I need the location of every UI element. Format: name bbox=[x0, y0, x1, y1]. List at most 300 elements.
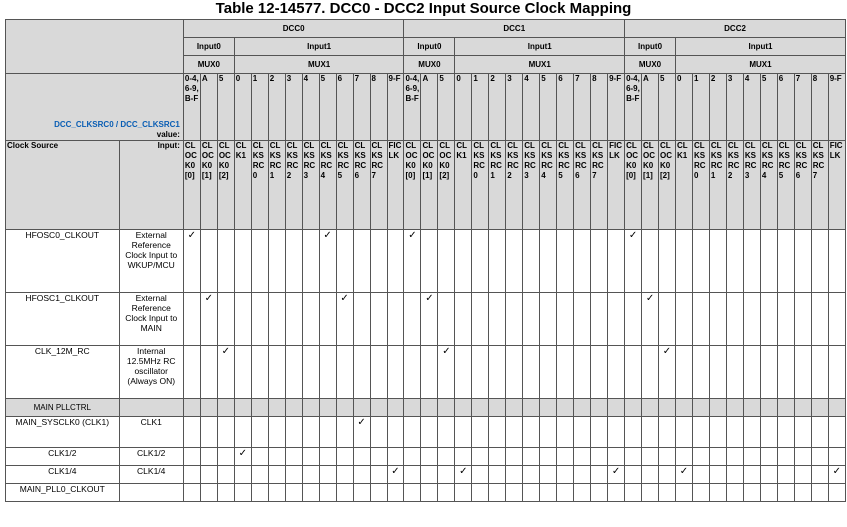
mapping-cell bbox=[251, 466, 268, 484]
mux1-header: MUX1 bbox=[234, 56, 404, 74]
mapping-cell bbox=[404, 230, 421, 293]
mapping-cell bbox=[268, 346, 285, 399]
input-source-cell: CLKSRC4 bbox=[319, 141, 336, 230]
mapping-cell bbox=[794, 399, 811, 417]
mapping-cell bbox=[523, 230, 540, 293]
mapping-cell bbox=[455, 417, 472, 448]
mapping-cell bbox=[794, 293, 811, 346]
register-value-cell: 2 bbox=[268, 74, 285, 141]
mapping-cell bbox=[404, 448, 421, 466]
table-row bbox=[6, 484, 846, 502]
mapping-cell bbox=[217, 484, 234, 502]
register-value-cell: 4 bbox=[743, 74, 760, 141]
mapping-cell bbox=[608, 230, 625, 293]
mapping-cell bbox=[743, 466, 760, 484]
register-value-cell: 7 bbox=[794, 74, 811, 141]
mapping-cell bbox=[472, 399, 489, 417]
mapping-cell bbox=[794, 466, 811, 484]
mapping-cell bbox=[557, 230, 574, 293]
mapping-cell bbox=[777, 484, 794, 502]
mapping-cell bbox=[557, 346, 574, 399]
mapping-cell bbox=[404, 466, 421, 484]
mapping-cell bbox=[659, 448, 676, 466]
input-source-cell: CLKSRC3 bbox=[743, 141, 760, 230]
mapping-cell bbox=[302, 417, 319, 448]
mapping-cell bbox=[794, 346, 811, 399]
mapping-cell bbox=[760, 466, 777, 484]
corner-header-cell bbox=[6, 20, 184, 74]
check-mark-icon: ✓ bbox=[204, 293, 214, 304]
mapping-cell bbox=[455, 484, 472, 502]
mapping-cell bbox=[455, 448, 472, 466]
mapping-cell bbox=[268, 484, 285, 502]
mapping-cell bbox=[760, 230, 777, 293]
input-source-cell: CLKSRC2 bbox=[285, 141, 302, 230]
mapping-cell bbox=[183, 346, 200, 399]
mapping-cell bbox=[455, 346, 472, 399]
mapping-cell bbox=[404, 399, 421, 417]
input-source-cell: CLKSRC7 bbox=[591, 141, 608, 230]
mapping-cell bbox=[183, 448, 200, 466]
register-value-cell: 5 bbox=[540, 74, 557, 141]
mapping-cell bbox=[319, 293, 336, 346]
mapping-cell bbox=[387, 230, 404, 293]
check-mark-icon: ✓ bbox=[408, 230, 417, 241]
mapping-cell bbox=[675, 230, 692, 293]
mapping-cell bbox=[743, 293, 760, 346]
mapping-cell bbox=[692, 484, 709, 502]
mapping-cell bbox=[726, 293, 743, 346]
mapping-cell bbox=[183, 230, 200, 293]
mapping-cell bbox=[183, 417, 200, 448]
mapping-cell bbox=[760, 346, 777, 399]
mapping-cell bbox=[642, 417, 659, 448]
mapping-cell bbox=[268, 448, 285, 466]
mapping-cell bbox=[489, 484, 506, 502]
mapping-cell bbox=[455, 293, 472, 346]
mapping-cell bbox=[353, 293, 370, 346]
mapping-cell bbox=[726, 466, 743, 484]
mapping-cell bbox=[692, 346, 709, 399]
mapping-cell bbox=[421, 230, 438, 293]
register-value-cell: A bbox=[421, 74, 438, 141]
register-value-cell: 5 bbox=[217, 74, 234, 141]
mapping-cell bbox=[506, 230, 523, 293]
register-value-cell: 8 bbox=[370, 74, 387, 141]
mapping-cell bbox=[183, 466, 200, 484]
mapping-cell bbox=[523, 466, 540, 484]
mapping-cell bbox=[794, 448, 811, 466]
check-mark-icon: ✓ bbox=[442, 346, 451, 357]
input-source-cell: CLOCK0[2] bbox=[438, 141, 455, 230]
mapping-cell bbox=[234, 399, 251, 417]
mapping-cell bbox=[777, 448, 794, 466]
input-source-cell: CLKSRC2 bbox=[726, 141, 743, 230]
mapping-cell bbox=[302, 293, 319, 346]
mapping-cell bbox=[794, 484, 811, 502]
register-value-cell: 8 bbox=[591, 74, 608, 141]
mapping-cell bbox=[642, 448, 659, 466]
mapping-cell bbox=[200, 417, 217, 448]
mapping-cell bbox=[540, 466, 557, 484]
mapping-cell bbox=[285, 448, 302, 466]
table-row bbox=[6, 466, 846, 484]
register-value-label bbox=[6, 74, 184, 141]
mapping-cell bbox=[777, 399, 794, 417]
mapping-cell bbox=[591, 448, 608, 466]
mapping-cell bbox=[811, 484, 828, 502]
mapping-cell bbox=[200, 484, 217, 502]
clock-input-name: Internal 12.5MHz RC oscillator (Always ON) bbox=[119, 346, 183, 399]
register-value-cell: 0-4,6-9,B-F bbox=[404, 74, 421, 141]
mapping-cell bbox=[777, 293, 794, 346]
input-source-cell: CLK1 bbox=[234, 141, 251, 230]
mux0-header: MUX0 bbox=[183, 56, 234, 74]
mapping-cell bbox=[709, 448, 726, 466]
register-value-cell: A bbox=[642, 74, 659, 141]
mapping-cell bbox=[625, 417, 642, 448]
mapping-cell bbox=[353, 466, 370, 484]
mapping-cell bbox=[709, 399, 726, 417]
register-value-cell: 5 bbox=[760, 74, 777, 141]
mapping-cell bbox=[591, 230, 608, 293]
input-source-cell: CLKSRC3 bbox=[302, 141, 319, 230]
mapping-cell bbox=[234, 230, 251, 293]
table-row bbox=[6, 230, 846, 293]
input-source-cell: CLOCK0[2] bbox=[659, 141, 676, 230]
clock-source-name: MAIN_PLL0_CLKOUT bbox=[6, 484, 120, 502]
mapping-cell bbox=[268, 466, 285, 484]
clock-source-name: CLK1/4 bbox=[6, 466, 120, 484]
mapping-cell bbox=[370, 399, 387, 417]
check-mark-icon: ✓ bbox=[662, 346, 672, 357]
mapping-cell bbox=[675, 417, 692, 448]
table-row bbox=[6, 346, 846, 399]
mapping-cell bbox=[472, 448, 489, 466]
mapping-cell bbox=[540, 448, 557, 466]
mapping-cell bbox=[540, 484, 557, 502]
mapping-cell bbox=[234, 346, 251, 399]
mapping-cell bbox=[472, 346, 489, 399]
mapping-cell bbox=[404, 484, 421, 502]
mapping-cell bbox=[217, 399, 234, 417]
register-value-cell: 3 bbox=[506, 74, 523, 141]
mapping-cell bbox=[353, 448, 370, 466]
mapping-cell bbox=[574, 448, 591, 466]
mapping-cell bbox=[523, 417, 540, 448]
input-source-cell: CLKSRC3 bbox=[523, 141, 540, 230]
mapping-cell bbox=[285, 466, 302, 484]
clock-source-header: Clock Source bbox=[6, 141, 120, 230]
mapping-cell bbox=[438, 230, 455, 293]
mapping-cell bbox=[268, 399, 285, 417]
mapping-cell bbox=[438, 466, 455, 484]
mapping-cell bbox=[387, 484, 404, 502]
clock-input-name: External Reference Clock Input to WKUP/MCU bbox=[119, 230, 183, 293]
mapping-cell bbox=[523, 346, 540, 399]
check-mark-icon: ✓ bbox=[425, 293, 434, 304]
mapping-cell bbox=[200, 346, 217, 399]
mapping-cell bbox=[659, 399, 676, 417]
input-source-cell: CLKSRC7 bbox=[811, 141, 828, 230]
mapping-cell bbox=[523, 399, 540, 417]
mapping-cell bbox=[200, 293, 217, 346]
mapping-cell bbox=[709, 417, 726, 448]
register-value-cell: 5 bbox=[319, 74, 336, 141]
mapping-cell bbox=[251, 417, 268, 448]
mapping-cell bbox=[489, 417, 506, 448]
mapping-cell bbox=[828, 484, 845, 502]
mapping-cell bbox=[387, 448, 404, 466]
mapping-cell bbox=[625, 399, 642, 417]
mapping-cell bbox=[625, 230, 642, 293]
mapping-cell bbox=[251, 484, 268, 502]
mapping-cell bbox=[811, 346, 828, 399]
mapping-cell bbox=[625, 293, 642, 346]
mapping-cell bbox=[336, 417, 353, 448]
check-mark-icon: ✓ bbox=[391, 466, 400, 477]
mapping-cell bbox=[217, 417, 234, 448]
check-mark-icon: ✓ bbox=[187, 230, 197, 241]
register-value-cell: 6 bbox=[336, 74, 353, 141]
input-source-cell: FICLK bbox=[828, 141, 845, 230]
mapping-cell bbox=[438, 346, 455, 399]
check-mark-icon: ✓ bbox=[357, 417, 366, 428]
input-source-cell: CLKSRC1 bbox=[709, 141, 726, 230]
mapping-cell bbox=[455, 230, 472, 293]
register-value-cell: 0-4,6-9,B-F bbox=[625, 74, 642, 141]
input1-header: Input1 bbox=[455, 38, 625, 56]
mapping-cell bbox=[540, 417, 557, 448]
clock-input-name bbox=[119, 399, 183, 417]
mapping-cell bbox=[489, 448, 506, 466]
register-value-cell: 5 bbox=[659, 74, 676, 141]
mapping-cell bbox=[811, 466, 828, 484]
clock-source-name: MAIN_SYSCLK0 (CLK1) bbox=[6, 417, 120, 448]
input-source-cell: CLOCK0[1] bbox=[200, 141, 217, 230]
mapping-cell bbox=[489, 346, 506, 399]
mapping-cell bbox=[709, 484, 726, 502]
input-source-cell: CLK1 bbox=[675, 141, 692, 230]
mapping-cell bbox=[574, 346, 591, 399]
mapping-cell bbox=[591, 399, 608, 417]
mapping-cell bbox=[285, 293, 302, 346]
clock-input-name: CLK1/4 bbox=[119, 466, 183, 484]
mapping-cell bbox=[302, 448, 319, 466]
mapping-cell bbox=[302, 484, 319, 502]
mapping-cell bbox=[692, 417, 709, 448]
input-source-cell: CLOCK0[1] bbox=[421, 141, 438, 230]
mapping-cell bbox=[591, 466, 608, 484]
mapping-cell bbox=[387, 346, 404, 399]
input-source-cell: CLKSRC5 bbox=[336, 141, 353, 230]
input0-header: Input0 bbox=[183, 38, 234, 56]
check-mark-icon: ✓ bbox=[459, 466, 468, 477]
mapping-cell bbox=[726, 417, 743, 448]
mapping-cell bbox=[591, 346, 608, 399]
mapping-cell bbox=[726, 399, 743, 417]
mapping-cell bbox=[760, 399, 777, 417]
register-link-dcc-clksrc1: DCC_CLKSRC1 bbox=[120, 120, 180, 129]
mapping-cell bbox=[217, 466, 234, 484]
clock-source-name: MAIN PLLCTRL bbox=[6, 399, 120, 417]
mapping-cell bbox=[625, 466, 642, 484]
mapping-cell bbox=[659, 466, 676, 484]
mapping-cell bbox=[336, 448, 353, 466]
mapping-cell bbox=[523, 448, 540, 466]
mapping-cell bbox=[591, 484, 608, 502]
mapping-cell bbox=[370, 230, 387, 293]
mapping-cell bbox=[777, 346, 794, 399]
register-value-cell: 1 bbox=[472, 74, 489, 141]
mapping-cell bbox=[828, 448, 845, 466]
mapping-cell bbox=[760, 484, 777, 502]
clock-source-name: HFOSC1_CLKOUT bbox=[6, 293, 120, 346]
mapping-cell bbox=[387, 466, 404, 484]
mapping-cell bbox=[540, 399, 557, 417]
register-value-cell: 0-4,6-9,B-F bbox=[183, 74, 200, 141]
mapping-cell bbox=[557, 399, 574, 417]
mapping-cell bbox=[811, 448, 828, 466]
mapping-cell bbox=[183, 399, 200, 417]
table-title: Table 12-14577. DCC0 - DCC2 Input Source Clock Mapping bbox=[215, 0, 632, 17]
register-value-cell: 9-F bbox=[828, 74, 845, 141]
mapping-cell bbox=[421, 346, 438, 399]
mapping-cell bbox=[777, 466, 794, 484]
mapping-cell bbox=[642, 466, 659, 484]
mapping-cell bbox=[234, 417, 251, 448]
clock-input-name bbox=[119, 484, 183, 502]
mapping-cell bbox=[438, 417, 455, 448]
mapping-cell bbox=[336, 484, 353, 502]
mapping-cell bbox=[709, 346, 726, 399]
mapping-cell bbox=[217, 230, 234, 293]
mapping-cell bbox=[489, 399, 506, 417]
mapping-cell bbox=[387, 293, 404, 346]
mapping-cell bbox=[387, 417, 404, 448]
mapping-cell bbox=[794, 230, 811, 293]
check-mark-icon: ✓ bbox=[645, 293, 655, 304]
mapping-cell bbox=[743, 484, 760, 502]
mapping-cell bbox=[268, 230, 285, 293]
mapping-cell bbox=[557, 484, 574, 502]
mapping-cell bbox=[726, 448, 743, 466]
mapping-cell bbox=[675, 399, 692, 417]
mapping-cell bbox=[302, 466, 319, 484]
input-source-cell: FICLK bbox=[608, 141, 625, 230]
register-value-cell: 0 bbox=[675, 74, 692, 141]
mapping-cell bbox=[285, 230, 302, 293]
register-value-cell: 5 bbox=[438, 74, 455, 141]
mapping-cell bbox=[675, 466, 692, 484]
mapping-cell bbox=[675, 484, 692, 502]
mapping-cell bbox=[777, 417, 794, 448]
mapping-cell bbox=[659, 484, 676, 502]
input-source-cell: CLKSRC7 bbox=[370, 141, 387, 230]
mux1-header: MUX1 bbox=[675, 56, 845, 74]
mapping-cell bbox=[472, 293, 489, 346]
mapping-cell bbox=[828, 293, 845, 346]
mapping-cell bbox=[472, 484, 489, 502]
mapping-cell bbox=[336, 230, 353, 293]
mapping-cell bbox=[726, 346, 743, 399]
mapping-cell bbox=[268, 293, 285, 346]
register-value-cell: 9-F bbox=[387, 74, 404, 141]
mapping-cell bbox=[251, 346, 268, 399]
mapping-cell bbox=[421, 399, 438, 417]
mapping-cell bbox=[760, 417, 777, 448]
mapping-cell bbox=[370, 346, 387, 399]
register-value-cell: 6 bbox=[777, 74, 794, 141]
clock-source-name: CLK1/2 bbox=[6, 448, 120, 466]
mapping-cell bbox=[709, 293, 726, 346]
input-source-cell: CLKSRC5 bbox=[557, 141, 574, 230]
mapping-cell bbox=[472, 230, 489, 293]
mapping-cell bbox=[353, 230, 370, 293]
mapping-cell bbox=[251, 399, 268, 417]
check-mark-icon: ✓ bbox=[323, 230, 332, 241]
mapping-cell bbox=[743, 448, 760, 466]
mapping-cell bbox=[506, 346, 523, 399]
register-value-cell: 2 bbox=[709, 74, 726, 141]
mapping-cell bbox=[692, 466, 709, 484]
register-value-suffix: value: bbox=[156, 130, 180, 139]
input-source-cell: CLK1 bbox=[455, 141, 472, 230]
mapping-cell bbox=[370, 466, 387, 484]
mapping-cell bbox=[540, 293, 557, 346]
input-source-cell: FICLK bbox=[387, 141, 404, 230]
mapping-cell bbox=[760, 448, 777, 466]
mapping-cell bbox=[591, 417, 608, 448]
input-source-cell: CLKSRC4 bbox=[760, 141, 777, 230]
mapping-cell bbox=[455, 399, 472, 417]
input0-header: Input0 bbox=[625, 38, 676, 56]
mapping-cell bbox=[302, 399, 319, 417]
mapping-cell bbox=[608, 399, 625, 417]
register-value-cell: 4 bbox=[523, 74, 540, 141]
check-mark-icon: ✓ bbox=[832, 466, 842, 477]
mapping-cell bbox=[438, 293, 455, 346]
mapping-cell bbox=[659, 346, 676, 399]
input-source-cell: CLOCK0[0] bbox=[183, 141, 200, 230]
mapping-cell bbox=[455, 466, 472, 484]
mux0-header: MUX0 bbox=[625, 56, 676, 74]
mapping-cell bbox=[251, 293, 268, 346]
table-row bbox=[6, 293, 846, 346]
mapping-cell bbox=[438, 484, 455, 502]
register-value-cell: 1 bbox=[692, 74, 709, 141]
input-source-cell: CLKSRC5 bbox=[777, 141, 794, 230]
register-value-cell: 0 bbox=[455, 74, 472, 141]
mapping-cell bbox=[557, 293, 574, 346]
register-link-dcc-clksrc0: DCC_CLKSRC0 bbox=[54, 120, 114, 129]
mapping-cell bbox=[828, 466, 845, 484]
mapping-cell bbox=[726, 484, 743, 502]
mapping-cell bbox=[489, 230, 506, 293]
register-value-cell: 3 bbox=[285, 74, 302, 141]
mapping-cell bbox=[574, 466, 591, 484]
mapping-cell bbox=[625, 346, 642, 399]
check-mark-icon: ✓ bbox=[221, 346, 230, 357]
mapping-cell bbox=[557, 466, 574, 484]
mapping-cell bbox=[675, 293, 692, 346]
mapping-cell bbox=[421, 466, 438, 484]
mapping-cell bbox=[557, 448, 574, 466]
mapping-cell bbox=[608, 484, 625, 502]
mapping-cell bbox=[811, 293, 828, 346]
mapping-cell bbox=[675, 448, 692, 466]
mapping-cell bbox=[506, 293, 523, 346]
